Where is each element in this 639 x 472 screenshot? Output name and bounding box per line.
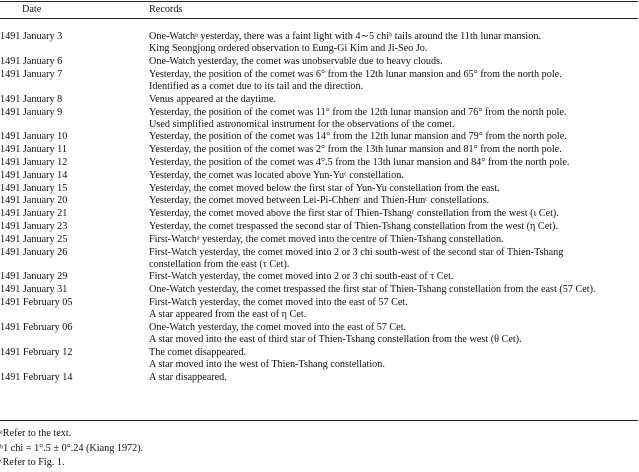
record-cell <box>149 170 637 182</box>
footnote: ᵃRefer to the text. <box>0 428 72 439</box>
table-row <box>0 297 639 321</box>
record-cell <box>149 69 637 93</box>
record-cell <box>149 297 637 321</box>
table-row <box>0 372 639 384</box>
record-line: First-Watchᵃ yesterday, the comet moved into the centre of Thien-Tshang constellation. <box>149 233 504 245</box>
date-cell: 1491 February 14 <box>0 371 73 383</box>
footnote: ᵇ1 chi = 1°.5 ± 0°.24 (Kiang 1972). <box>0 442 144 454</box>
record-line: A star appeared from the east of η Cet. <box>149 309 307 321</box>
table-row <box>0 284 639 296</box>
record-line: Venus appeared at the daytime. <box>149 93 277 105</box>
record-cell <box>149 131 637 143</box>
record-cell <box>149 208 637 220</box>
date-cell: 1491 January 29 <box>0 271 68 283</box>
record-cell <box>149 144 637 156</box>
record-cell <box>149 221 637 233</box>
table-bottom-rule <box>0 420 638 421</box>
table-row <box>0 56 639 68</box>
date-cell: 1491 January 12 <box>0 157 68 169</box>
date-cell: 1491 February 06 <box>0 322 73 333</box>
record-line: One-Watch yesterday, the comet was unobservable due to heavy clouds. <box>149 55 443 67</box>
record-cell <box>149 56 637 68</box>
record-line: Yesterday, the comet was located above Yun-Yuᶜ constellation. <box>149 169 404 181</box>
date-cell: 1491 January 8 <box>0 93 63 105</box>
record-cell <box>149 107 637 131</box>
record-line: constellation from the east (τ Cet). <box>149 258 290 270</box>
record-line: A star moved into the west of Thien-Tshang constellation. <box>149 359 385 371</box>
record-line: The comet disappeared. <box>149 346 247 358</box>
record-line: Yesterday, the comet trespassed the second star of Thien-Tshang constellation from the west (η Cet). <box>149 220 558 232</box>
date-cell: 1491 January 26 <box>0 246 68 258</box>
record-cell <box>149 234 637 246</box>
table-row <box>0 208 639 220</box>
date-cell: 1491 January 23 <box>0 220 68 232</box>
date-column-header: Date <box>22 4 42 15</box>
record-line: First-Watch yesterday, the comet moved into the east of 57 Cet. <box>149 297 408 309</box>
record-line: Yesterday, the comet moved below the first star of Yun-Yu constellation from the east. <box>149 182 500 194</box>
record-line: Identified as a comet due to its tail and the direction. <box>149 80 364 92</box>
record-cell <box>149 247 637 271</box>
table-row <box>0 195 639 207</box>
table-row <box>0 347 639 371</box>
footnote: ᶜRefer to Fig. 1. <box>0 457 65 468</box>
table-top-rule <box>0 1 638 2</box>
record-cell <box>149 157 637 169</box>
record-line: A star disappeared. <box>149 371 227 383</box>
record-line: One-Watch yesterday, the comet trespassed the first star of Thien-Tshang constellation from the east (57 Cet). <box>149 284 596 296</box>
footnotes <box>0 428 639 472</box>
records-column-header: Records <box>149 4 183 15</box>
record-line: One-Watch yesterday, the comet moved into the east of 57 Cet. <box>149 322 407 333</box>
table-row <box>0 322 639 346</box>
table-row <box>0 183 639 195</box>
record-line: First-Watch yesterday, the comet moved into 2 or 3 chi south-west of the second star of Thien-Tshang <box>149 246 564 258</box>
table-row <box>0 31 639 55</box>
record-line: Yesterday, the position of the comet was 4°.5 from the 13th lunar mansion and 84° from the north pole. <box>149 157 570 169</box>
record-cell <box>149 183 637 195</box>
record-line: One-Watchᵃ yesterday, there was a faint light with 4∼5 chiᵇ tails around the 11th lunar mansion. <box>149 31 541 42</box>
table-row <box>0 131 639 143</box>
date-cell: 1491 January 11 <box>0 144 67 156</box>
record-cell <box>149 372 637 384</box>
date-cell: 1491 January 21 <box>0 208 68 220</box>
record-line: A star moved into the east of third star of Thien-Tshang constellation from the west (θ Cet). <box>149 334 522 346</box>
date-cell: 1491 January 7 <box>0 68 63 80</box>
record-line: Yesterday, the comet moved between Lei-Pi-Chhenᶜ and Thien-Hunᶜ constellations. <box>149 195 490 207</box>
record-line: Yesterday, the comet moved above the first star of Thien-Tshangᶜ constellation from the west (ι Cet). <box>149 208 559 220</box>
date-cell: 1491 January 9 <box>0 106 63 118</box>
table-row <box>0 234 639 246</box>
record-cell <box>149 94 637 106</box>
record-cell <box>149 322 637 346</box>
date-cell: 1491 January 10 <box>0 131 68 143</box>
table-row <box>0 247 639 271</box>
record-cell <box>149 195 637 207</box>
record-line: King Seongjong ordered observation to Eung-Gi Kim and Ji-Seo Jo. <box>149 43 428 55</box>
date-cell: 1491 January 14 <box>0 169 68 181</box>
table-row <box>0 107 639 131</box>
date-cell: 1491 January 20 <box>0 195 68 207</box>
date-cell: 1491 January 31 <box>0 284 68 296</box>
record-cell <box>149 271 637 283</box>
record-cell <box>149 31 637 55</box>
table-header-rule <box>0 18 638 19</box>
record-line: Yesterday, the position of the comet was 11° from the 12th lunar mansion and 76° from the north pole. <box>149 106 567 118</box>
date-cell: 1491 January 15 <box>0 182 68 194</box>
table-row <box>0 144 639 156</box>
table-row <box>0 271 639 283</box>
record-cell <box>149 284 637 296</box>
table-row <box>0 221 639 233</box>
table-row <box>0 170 639 182</box>
records-table-body <box>0 31 639 385</box>
date-cell: 1491 February 05 <box>0 297 73 309</box>
record-line: Used simplified astronomical instrument for the observations of the comet. <box>149 118 455 130</box>
record-cell <box>149 347 637 371</box>
table-row <box>0 157 639 169</box>
date-cell: 1491 January 3 <box>0 31 63 42</box>
record-line: First-Watch yesterday, the comet moved into 2 or 3 chi south-east of τ Cet. <box>149 271 454 283</box>
date-cell: 1491 January 25 <box>0 233 68 245</box>
record-line: Yesterday, the position of the comet was 14° from the 12th lunar mansion and 79° from the north pole. <box>149 131 567 143</box>
record-line: Yesterday, the position of the comet was 2° from the 13th lunar mansion and 81° from the north pole. <box>149 144 562 156</box>
record-line: Yesterday, the position of the comet was 6° from the 12th lunar mansion and 65° from the north pole. <box>149 68 562 80</box>
table-row <box>0 94 639 106</box>
date-cell: 1491 January 6 <box>0 55 63 67</box>
table-row <box>0 69 639 93</box>
date-cell: 1491 February 12 <box>0 346 73 358</box>
